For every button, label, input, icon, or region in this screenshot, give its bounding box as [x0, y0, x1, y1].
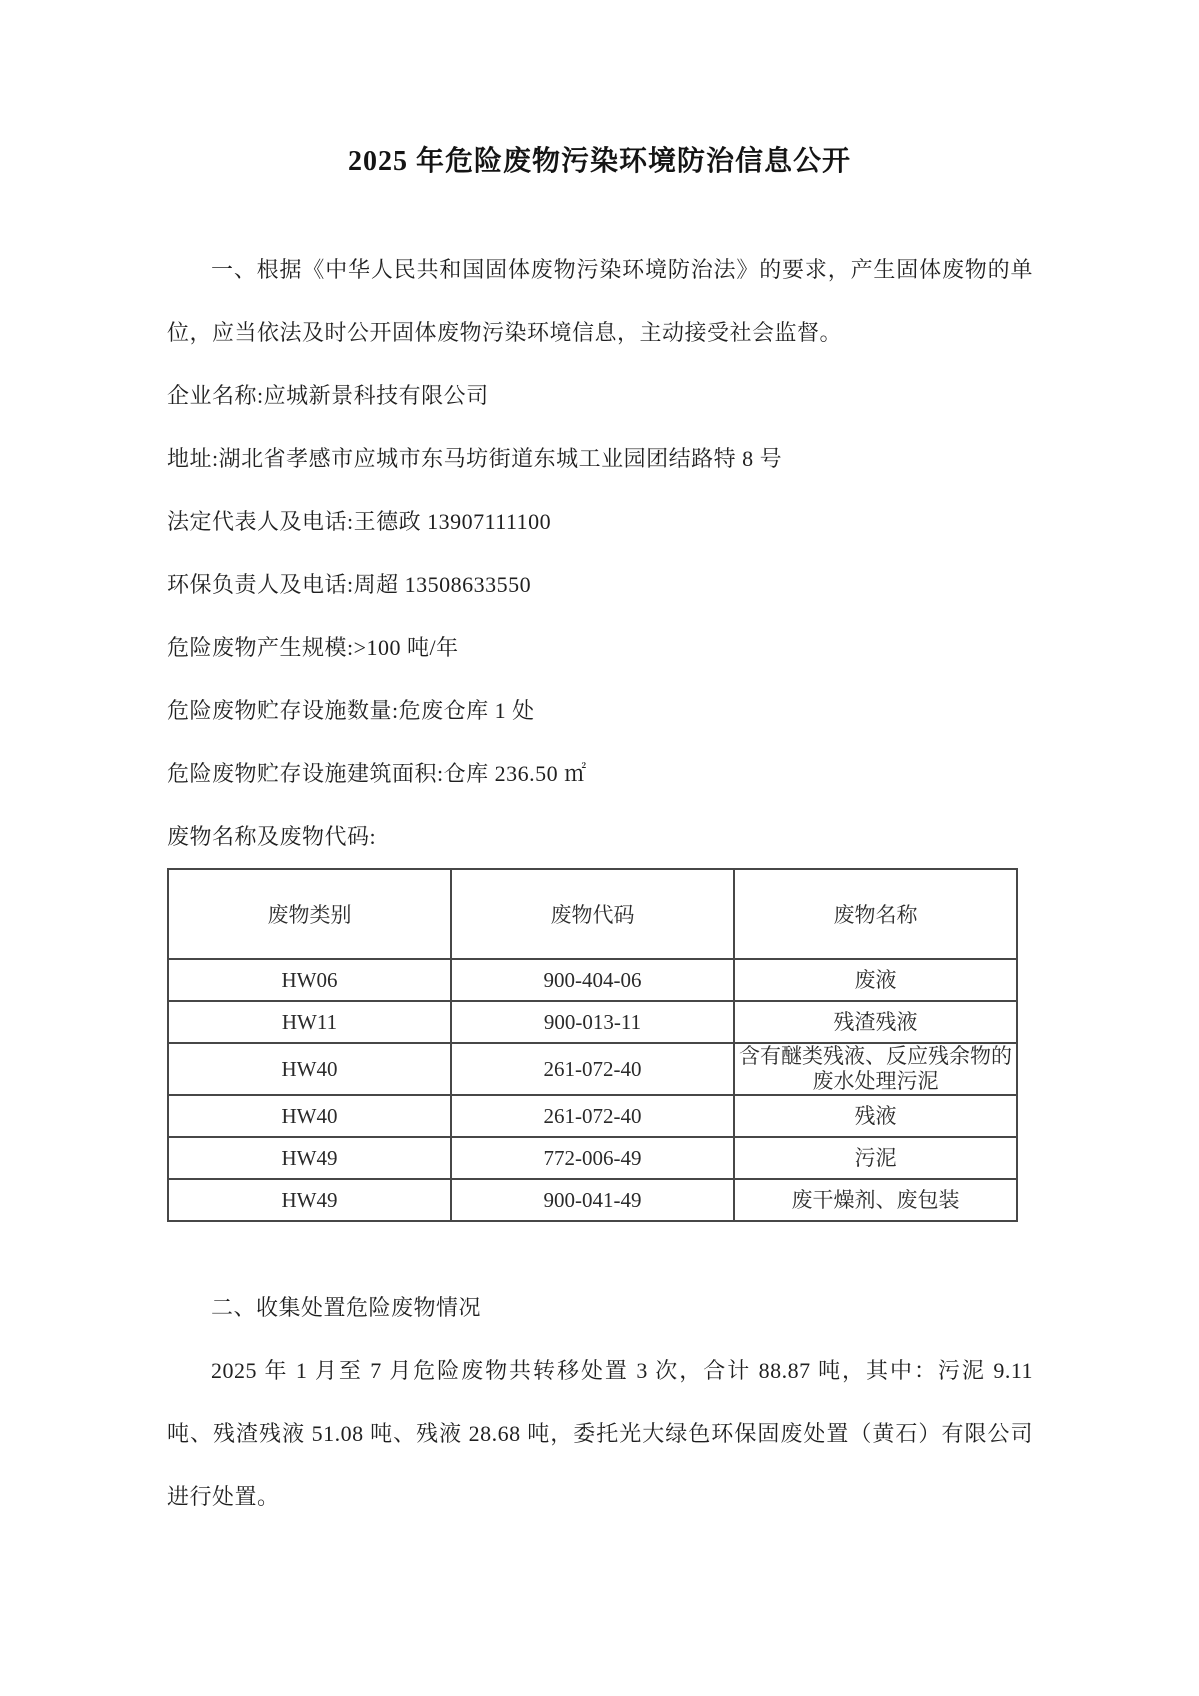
waste-category-cell: HW06 — [168, 959, 451, 1001]
info-line-storage-facility-area: 危险废物贮存设施建筑面积:仓库 236.50 ㎡ — [167, 761, 587, 786]
info-line-storage-facility-count: 危险废物贮存设施数量:危废仓库 1 处 — [167, 698, 535, 723]
table-row — [168, 1137, 1017, 1179]
waste-category-cell: HW49 — [168, 1137, 451, 1179]
table-row — [168, 1001, 1017, 1043]
waste-category-cell: HW40 — [168, 1095, 451, 1137]
table-row — [168, 1043, 1017, 1095]
waste-category-cell: HW49 — [168, 1179, 451, 1221]
info-line-legal-representative-phone: 法定代表人及电话:王德政 13907111100 — [167, 509, 552, 534]
document-title: 2025 年危险废物污染环境防治信息公开 — [347, 146, 851, 177]
intro-paragraph: 一、根据《中华人民共和国固体废物污染环境防治法》的要求，产生固体废物的单位，应当依法及时公开固体废物污染环境信息，主动接受社会监督。 — [167, 257, 1033, 345]
info-line-environmental-officer-phone: 环保负责人及电话:周超 13508633550 — [167, 572, 532, 597]
waste-code-cell: 261-072-40 — [451, 1095, 734, 1137]
waste-category-cell: HW40 — [168, 1043, 451, 1095]
column-header-waste-name: 废物名称 — [734, 869, 1017, 959]
waste-name-cell: 污泥 — [734, 1137, 1017, 1179]
waste-name-cell: 含有醚类残液、反应残余物的废水处理污泥 — [734, 1043, 1017, 1095]
document-body — [167, 238, 1033, 1528]
table-row — [168, 959, 1017, 1001]
section2-heading: 二、收集处置危险废物情况 — [211, 1295, 482, 1320]
waste-name-cell: 残液 — [734, 1095, 1017, 1137]
waste-name-cell: 残渣残液 — [734, 1001, 1017, 1043]
waste-code-cell: 261-072-40 — [451, 1043, 734, 1095]
info-line-address: 地址:湖北省孝感市应城市东马坊街道东城工业园团结路特 8 号 — [167, 446, 783, 471]
waste-name-cell: 废液 — [734, 959, 1017, 1001]
column-header-waste-category: 废物类别 — [168, 869, 451, 959]
column-header-waste-code: 废物代码 — [451, 869, 734, 959]
waste-code-cell: 900-404-06 — [451, 959, 734, 1001]
waste-name-cell: 废干燥剂、废包装 — [734, 1179, 1017, 1221]
waste-code-cell: 772-006-49 — [451, 1137, 734, 1179]
waste-code-cell: 900-041-49 — [451, 1179, 734, 1221]
waste-code-cell: 900-013-11 — [451, 1001, 734, 1043]
waste-category-cell: HW11 — [168, 1001, 451, 1043]
table-row — [168, 1179, 1017, 1221]
info-line-waste-generation-scale: 危险废物产生规模:>100 吨/年 — [167, 635, 459, 660]
table-header-row — [168, 869, 1017, 959]
waste-table-caption: 废物名称及废物代码: — [167, 824, 377, 849]
waste-code-table — [167, 868, 1018, 1222]
info-line-company-name: 企业名称:应城新景科技有限公司 — [167, 383, 489, 408]
table-row — [168, 1095, 1017, 1137]
section2-paragraph: 2025 年 1 月至 7 月危险废物共转移处置 3 次，合计 88.87 吨，其中：污泥 9.11 吨、残渣残液 51.08 吨、残液 28.68 吨，委托光大绿色环保固废处置（黄石）有限公司进行处置。 — [167, 1358, 1033, 1509]
